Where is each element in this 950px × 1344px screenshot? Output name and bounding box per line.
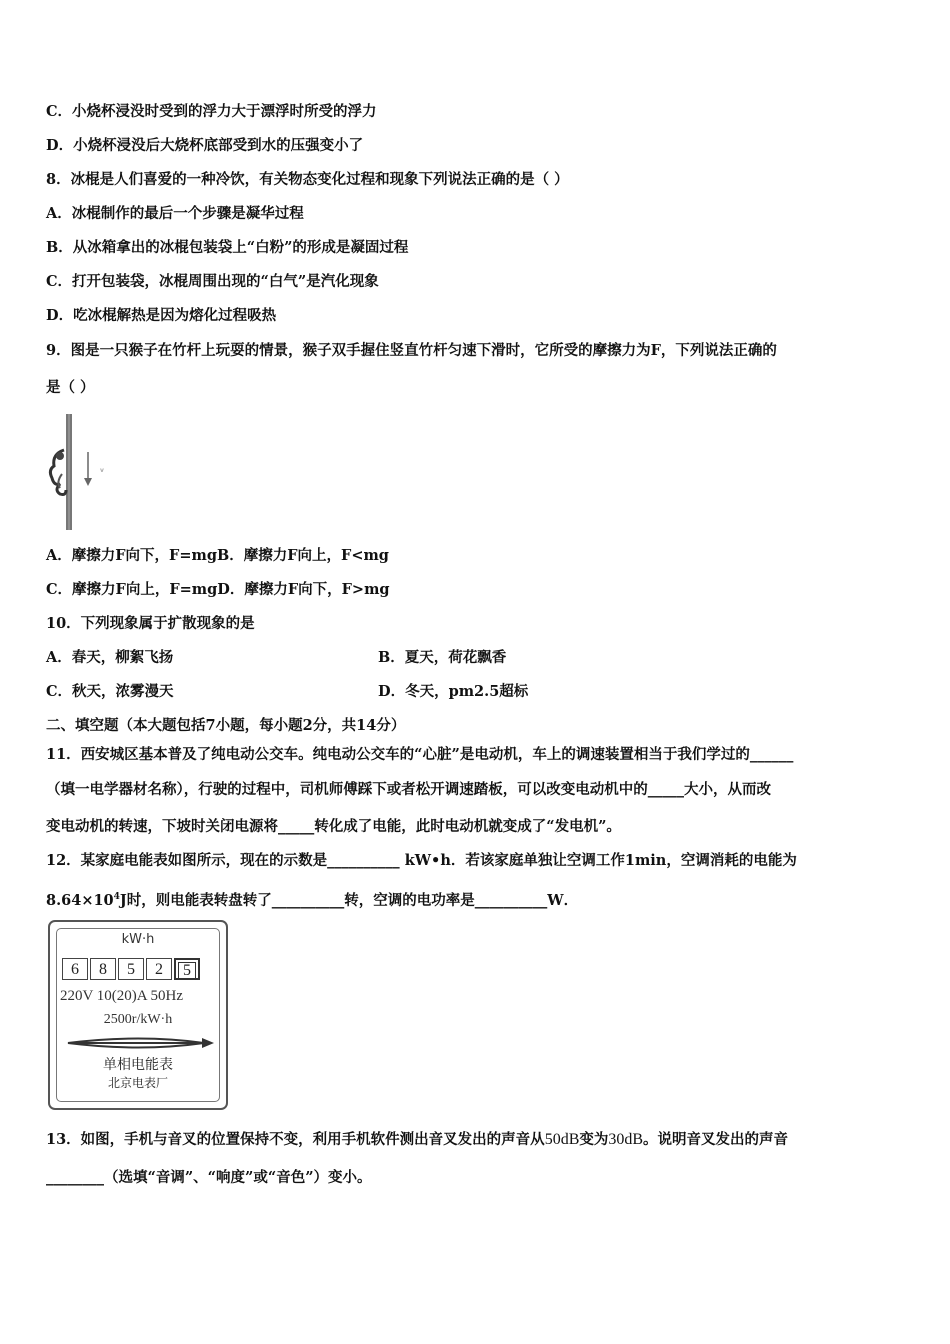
q7-option-d: D．小烧杯浸没后大烧杯底部受到水的压强变小了 [46, 137, 364, 154]
q11-line1: 11．西安城区基本普及了纯电动公交车。纯电动公交车的“心脏”是电动机，车上的调速装置相当于我们学过的______ [46, 746, 794, 763]
q11-line2: （填一电学器材名称），行驶的过程中，司机师傅踩下或者松开调速踏板，可以改变电动机中的_____大小，从而改 [46, 781, 771, 798]
q7-option-c: C．小烧杯浸没时受到的浮力大于漂浮时所受的浮力 [46, 103, 377, 120]
q10-option-b: B．夏天，荷花飘香 [378, 649, 507, 666]
meter-digits [62, 958, 202, 980]
q8-stem: 8．冰棍是人们喜爱的一种冷饮，有关物态变化过程和现象下列说法正确的是（ ） [46, 171, 569, 188]
q8-option-a: A．冰棍制作的最后一个步骤是凝华过程 [46, 205, 304, 222]
electric-meter-figure [48, 920, 228, 1110]
q8-option-c: C．打开包装袋，冰棍周围出现的“白气”是汽化现象 [46, 273, 379, 290]
q13-db-from: 50dB [544, 1131, 580, 1148]
meter-digit: 5 [118, 958, 144, 980]
q10-option-c: C．秋天，浓雾漫天 [46, 683, 174, 700]
meter-digit: 6 [62, 958, 88, 980]
q9-options-cd: C．摩擦力F向上，F=mgD．摩擦力F向下，F>mg [46, 581, 390, 598]
section2-title: 二、填空题（本大题包括7小题，每小题2分，共14分） [46, 717, 406, 734]
q12-energy-value: 8.64×10 [46, 892, 114, 909]
q8-option-b: B．从冰箱拿出的冰棍包装袋上“白粉”的形成是凝固过程 [46, 239, 409, 256]
q13-db-to: 30dB [608, 1131, 644, 1148]
q13-text-a: 13．如图，手机与音叉的位置保持不变，利用手机软件测出音叉发出的声音从 [46, 1131, 545, 1148]
q11-line3: 变电动机的转速，下坡时关闭电源将_____转化成了电能，此时电动机就变成了“发电机”。 [46, 818, 621, 835]
meter-disc-arrow-icon [64, 1034, 216, 1052]
meter-maker: 北京电表厂 [107, 1076, 168, 1090]
meter-unit: kW·h [121, 932, 155, 947]
q9-options-ab: A．摩擦力F向下，F=mgB．摩擦力F向上，F<mg [46, 547, 389, 564]
q12-line2 [46, 887, 578, 911]
q13-text-b: 变为 [579, 1131, 609, 1148]
meter-digit: 2 [146, 958, 172, 980]
q9-stem-line2: 是（ ） [46, 379, 95, 396]
q13-line1 [46, 1130, 788, 1150]
meter-digit: 8 [90, 958, 116, 980]
q10-stem: 10．下列现象属于扩散现象的是 [46, 615, 255, 632]
q10-option-d: D．冬天，pm2.5超标 [378, 683, 529, 700]
q8-option-d: D．吃冰棍解热是因为熔化过程吸热 [46, 307, 277, 324]
meter-decimal-digit [174, 958, 200, 980]
meter-name: 单相电能表 [103, 1057, 173, 1073]
q13-text-c: 。说明音叉发出的声音 [643, 1131, 789, 1148]
q12-line1: 12．某家庭电能表如图所示，现在的示数是__________ kW•h．若该家庭单独让空调工作1min，空调消耗的电能为 [46, 852, 797, 869]
q12-energy-exponent: 4 [113, 892, 120, 902]
q13-line2: ________（选填“音调”、“响度”或“音色”）变小。 [46, 1169, 372, 1186]
meter-spec: 220V 10(20)A 50Hz [60, 988, 184, 1004]
svg-text:v: v [100, 467, 104, 474]
meter-revolutions: 2500r/kW·h [103, 1012, 173, 1027]
monkey-on-pole-figure [44, 412, 116, 532]
meter-decimal-value: 5 [178, 962, 196, 980]
q9-stem-line1: 9．图是一只猴子在竹杆上玩耍的情景，猴子双手握住竖直竹杆匀速下滑时，它所受的摩擦力为F，下列说法正确的 [46, 342, 777, 359]
q10-option-a: A．春天，柳絮飞扬 [46, 649, 174, 666]
q12-line2-rest: J时，则电能表转盘转了__________转，空调的电功率是__________W． [119, 892, 579, 909]
